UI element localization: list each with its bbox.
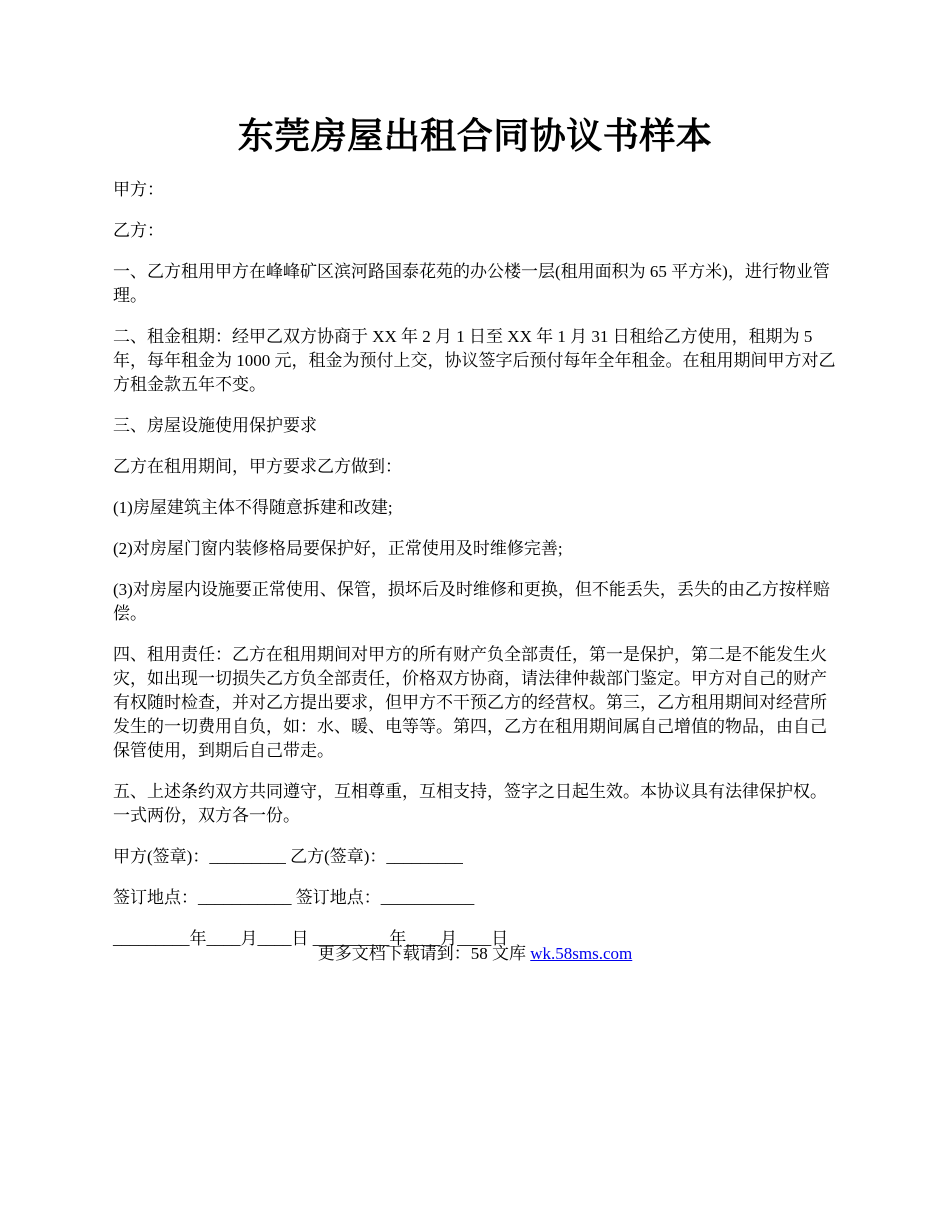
clause-2-rent-term: 二、租金租期：经甲乙双方协商于 XX 年 2 月 1 日至 XX 年 1 月 31 日租给乙方使用，租期为 5 年，每年租金为 1000 元，租金为预付上交，协议签字后预付每年全年租金。在租用期间甲方对乙方租金款五年不变。: [113, 327, 836, 394]
download-footer: [0, 942, 950, 966]
clause-3-heading: 三、房屋设施使用保护要求: [113, 416, 317, 435]
party-b-line: 乙方：: [113, 221, 164, 240]
clause-1: 一、乙方租用甲方在峰峰矿区滨河路国泰花苑的办公楼一层(租用面积为 65 平方米)，进行物业管理。: [113, 262, 830, 305]
party-a-line: 甲方：: [113, 180, 164, 199]
signing-date-line: _________年____月____日 _________年____月____日: [113, 929, 509, 948]
footer-link[interactable]: wk.58sms.com: [530, 944, 633, 963]
document-title: 东莞房屋出租合同协议书样本: [237, 116, 713, 156]
clause-3-intro: 乙方在租用期间，甲方要求乙方做到：: [113, 457, 402, 476]
clause-4-responsibility: 四、租用责任：乙方在租用期间对甲方的所有财产负全部责任，第一是保护，第二是不能发生火灾，如出现一切损失乙方负全部责任，价格双方协商，请法律仲裁部门鉴定。甲方对自己的财产有权随时检查，并对乙方提出要求，但甲方不干预乙方的经营权。第三，乙方租用期间对经营所发生的一切费用自负，如：水、暖、电等等。第四，乙方在租用期间属自己增值的物品，由自己保管使用，到期后自己带走。: [113, 645, 827, 760]
clause-5-effect: 五、上述条约双方共同遵守，互相尊重，互相支持，签字之日起生效。本协议具有法律保护权。一式两份，双方各一份。: [113, 782, 827, 825]
clause-3-item-3: (3)对房屋内设施要正常使用、保管，损坏后及时维修和更换，但不能丢失，丢失的由乙方按样赔偿。: [113, 580, 830, 623]
footer-text: 更多文档下载请到：58 文库: [317, 944, 531, 963]
clause-3-item-1: (1)房屋建筑主体不得随意拆建和改建;: [113, 498, 393, 517]
document-body: [113, 178, 841, 968]
signature-line: 甲方(签章)：_________ 乙方(签章)：_________: [113, 847, 463, 866]
clause-3-item-2: (2)对房屋门窗内装修格局要保护好，正常使用及时维修完善;: [113, 539, 563, 558]
signing-location-line: 签订地点：___________ 签订地点：___________: [113, 888, 475, 907]
